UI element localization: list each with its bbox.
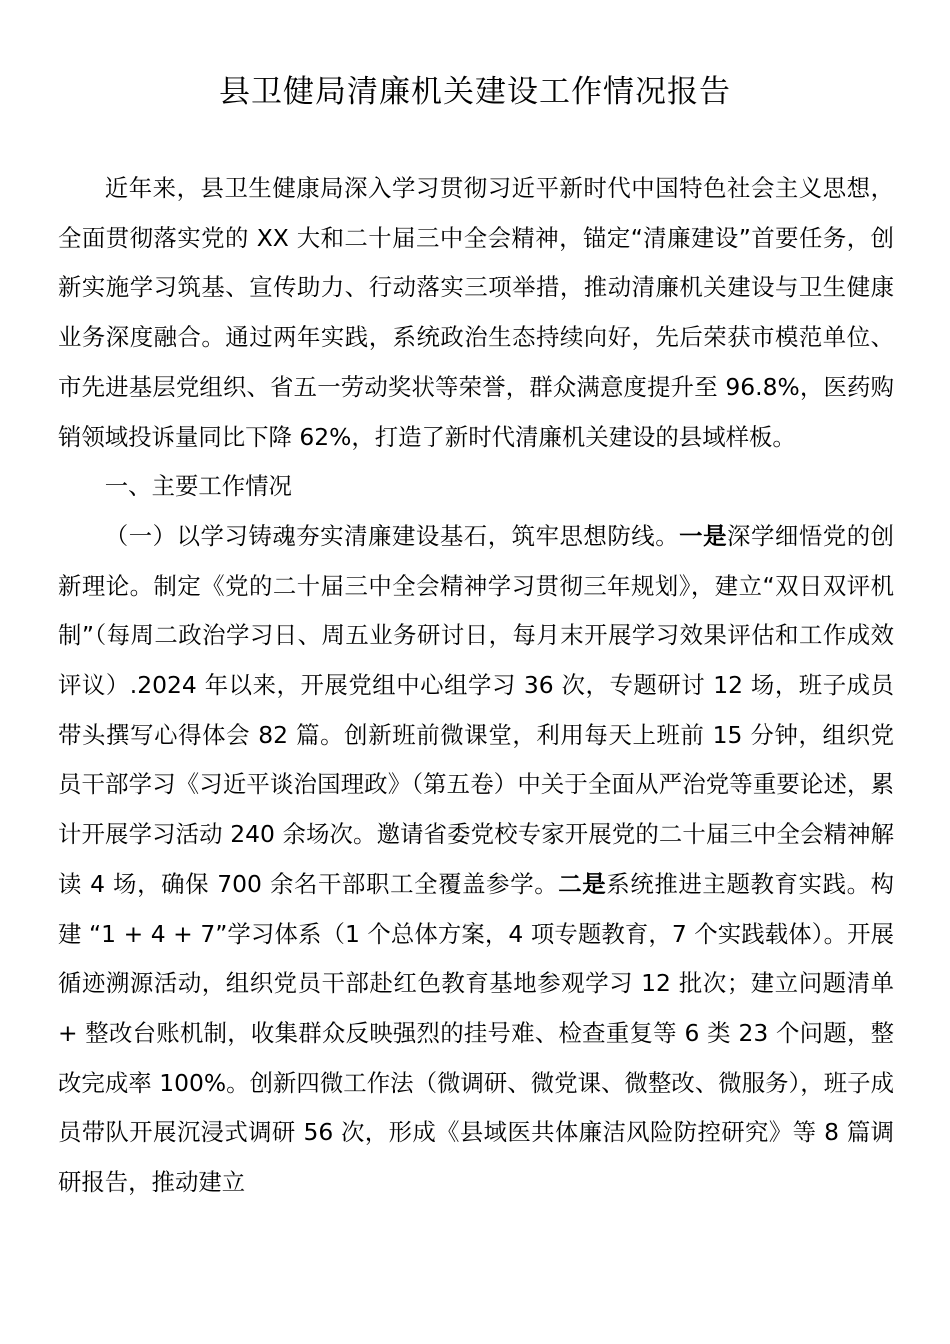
point-one-label: 一是 <box>679 521 728 550</box>
section-heading: 一、主要工作情况 <box>104 472 292 501</box>
point-two-text: 系统推进主题教育实践。构建 “1 + 4 + 7”学习体系（1 个总体方案，4 项专题教育，7 个实践载体）。开展循迹溯源活动，组织党员干部赴红色教育基地参观学习 12 批次；建立问题清单 + 整改台账机制，收集群众反映强烈的挂号难、检查重复等 6 类 23 个问题，整改完成率 100%。创新四微工作法（微调研、微党课、微整改、微服务），班子成员带队开展沉浸式调研 56 次，形成《县域医共体廉洁风险防控研究》等 8 篇调研报告，推动建立 <box>58 869 895 1197</box>
document-title: 县卫健局清廉机关建设工作情况报告 <box>219 74 731 110</box>
subsection-lead: （一）以学习铸魂夯实清廉建设基石，筑牢思想防线。 <box>104 521 680 550</box>
document-body <box>58 164 894 1208</box>
intro-paragraph: 近年来，县卫生健康局深入学习贯彻习近平新时代中国特色社会主义思想，全面贯彻落实党的 XX 大和二十届三中全会精神，锚定“清廉建设”首要任务，创新实施学习筑基、宣传助力、行动落实三项举措，推动清廉机关建设与卫生健康业务深度融合。通过两年实践，系统政治生态持续向好，先后荣获市模范单位、市先进基层党组织、省五一劳动奖状等荣誉，群众满意度提升至 96.8%，医药购销领域投诉量同比下降 62%，打造了新时代清廉机关建设的县域样板。 <box>58 174 894 451</box>
point-two-label: 二是 <box>558 869 607 898</box>
subsection-paragraph <box>58 512 894 1208</box>
point-one-text: 深学细悟党的创新理论。制定《党的二十届三中全会精神学习贯彻三年规划》，建立“双日双评机制”（每周二政治学习日、周五业务研讨日，每月末开展学习效果评估和工作成效评议）.2024 年以来，开展党组中心组学习 36 次，专题研讨 12 场，班子成员带头撰写心得体会 82 篇。创新班前微课堂，利用每天上班前 15 分钟，组织党员干部学习《习近平谈治国理政》（第五卷）中关于全面从严治党等重要论述，累计开展学习活动 240 余场次。邀请省委党校专家开展党的二十届三中全会精神解读 4 场，确保 700 余名干部职工全覆盖参学。 <box>58 521 895 898</box>
